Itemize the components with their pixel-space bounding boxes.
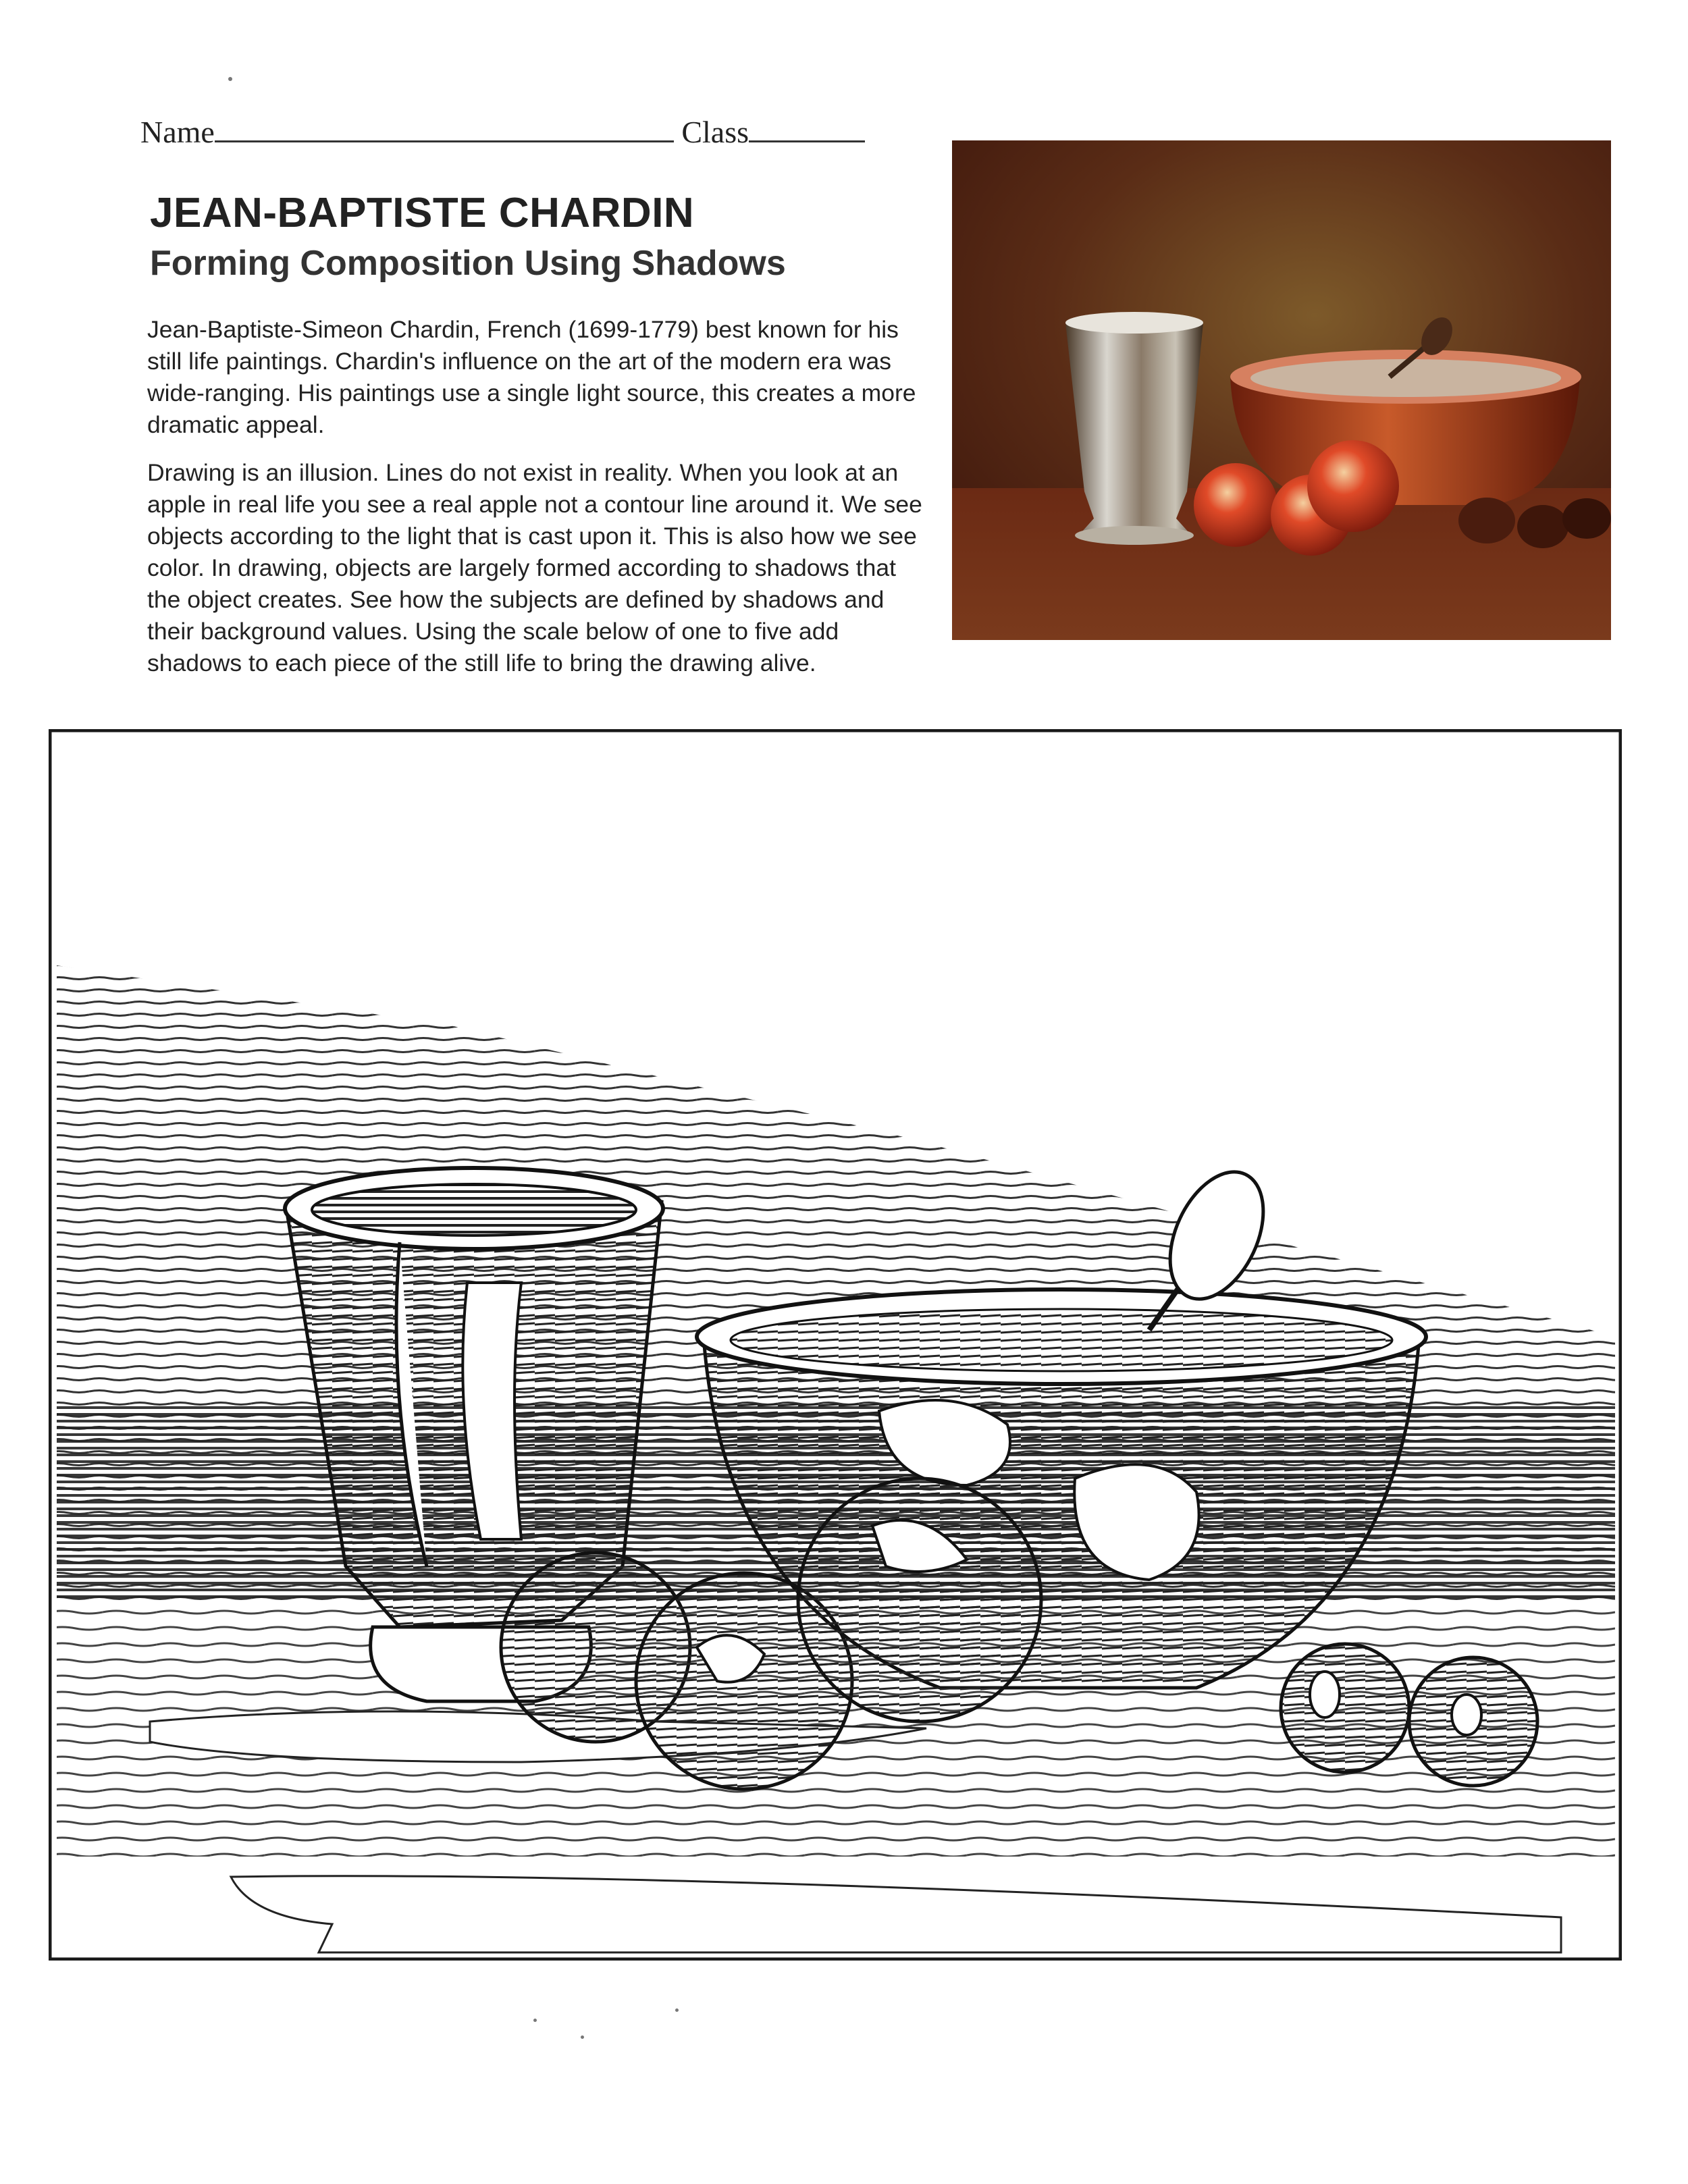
scan-speck <box>675 2008 679 2012</box>
scan-speck <box>228 77 232 81</box>
name-blank[interactable] <box>215 113 674 142</box>
class-blank[interactable] <box>749 113 865 142</box>
page-subtitle: Forming Composition Using Shadows <box>150 244 786 283</box>
instructions-paragraph: Drawing is an illusion. Lines do not exist in reality. When you look at an apple in real life you see a real apple not a contour line around it. We see objects according to the light that is cast upon it. This is also how we see color. In drawing, objects are largely formed according to shadows that the object creates. See how the subjects are defined by shadows and their background values. Using the scale below of one to five add shadows to each piece of the still life to bring the drawing alive. <box>147 459 922 676</box>
still-life-painting <box>952 140 1611 640</box>
page-title: JEAN-BAPTISTE CHARDIN <box>150 190 695 236</box>
name-class-line <box>140 113 883 161</box>
scan-speck <box>581 2035 584 2039</box>
name-label: Name <box>140 115 215 149</box>
still-life-line-drawing <box>49 729 1622 1961</box>
intro-paragraph: Jean-Baptiste-Simeon Chardin, French (1699-1779) best known for his still life paintings. Chardin's influence on the art of the modern era was wide-ranging. His paintings use a single light source, this creates a more dramatic appeal. <box>147 316 916 438</box>
class-label: Class <box>681 115 749 149</box>
scan-speck <box>533 2019 537 2022</box>
